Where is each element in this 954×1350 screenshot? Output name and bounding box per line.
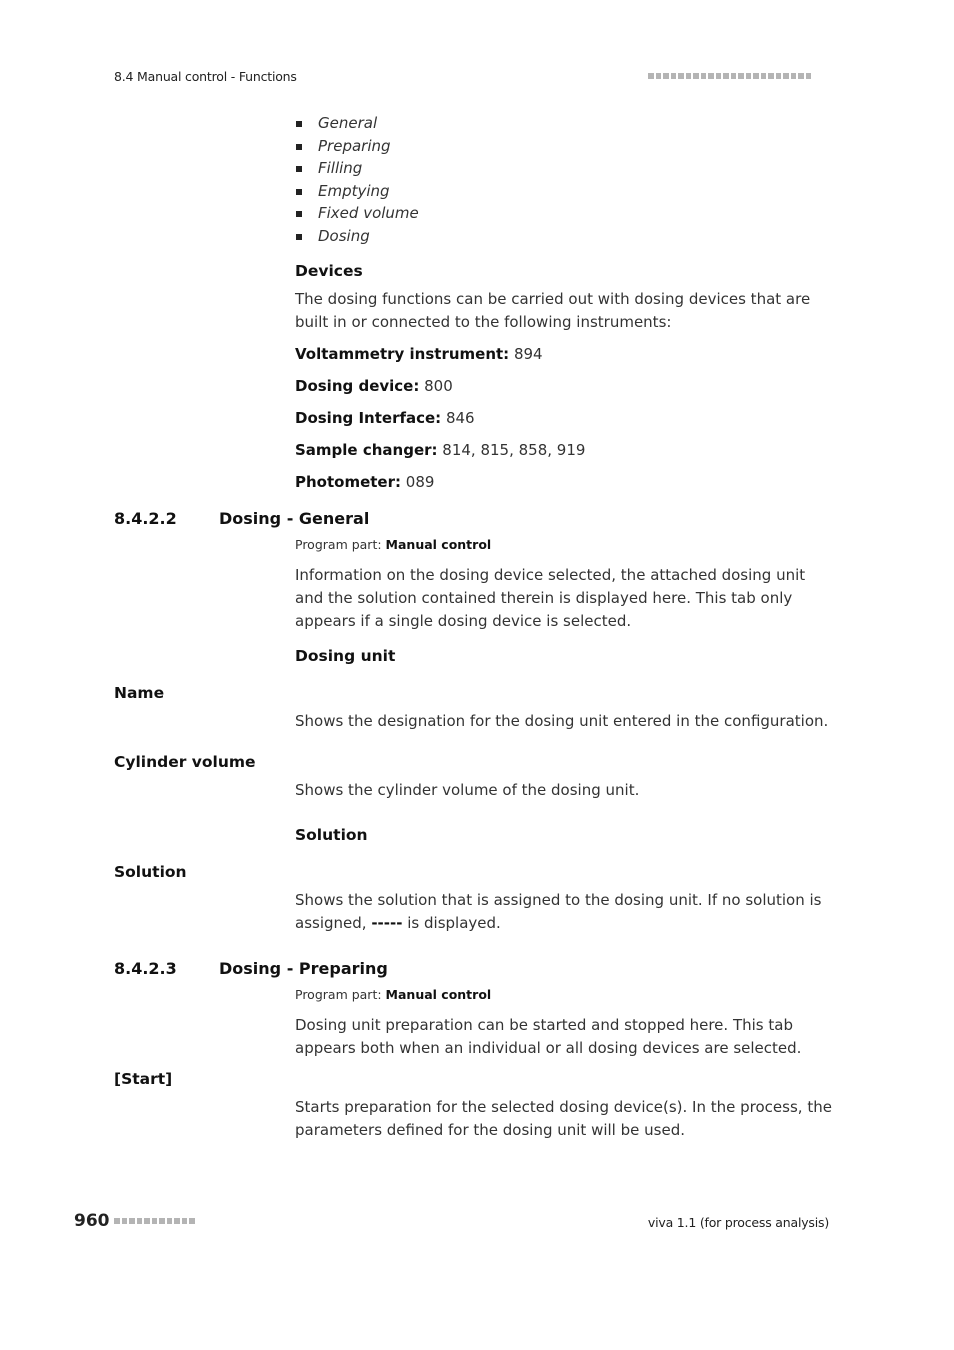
program-part [295, 987, 491, 1002]
section-number: 8.4.2.3 [114, 959, 177, 978]
solution-label: Solution [114, 863, 187, 881]
device-item [295, 439, 835, 462]
device-label: Sample changer: [295, 441, 438, 459]
list-item: Fixed volume [296, 202, 419, 225]
header-decoration [648, 73, 811, 79]
solution-description: Shows the solution that is assigned to the dosing unit. If no solution is assigned, ----- is displayed. [295, 891, 822, 932]
program-part-label: Program part: [295, 987, 382, 1002]
device-value: 800 [424, 377, 453, 395]
product-name: viva 1.1 (for process analysis) [647, 1215, 829, 1230]
device-label: Dosing Interface: [295, 409, 442, 427]
list-item: Filling [296, 157, 419, 180]
page-number: 960 [74, 1211, 110, 1231]
cylinder-volume-description: Shows the cylinder volume of the dosing unit. [295, 781, 640, 799]
device-label: Dosing device: [295, 377, 420, 395]
device-value: 846 [445, 409, 475, 427]
dosing-unit-heading: Dosing unit [295, 647, 396, 665]
device-label: Photometer: [295, 473, 401, 491]
devices-heading: Devices [295, 262, 363, 280]
section-number: 8.4.2.2 [114, 509, 177, 528]
device-value: 089 [405, 473, 435, 491]
device-value: 814, 815, 858, 919 [442, 441, 586, 459]
name-label: Name [114, 684, 165, 702]
name-description: Shows the designation for the dosing unit entered in the configuration. [295, 712, 829, 730]
device-item [295, 343, 835, 366]
start-description: Starts preparation for the selected dosing device(s). In the process, the parameters defined for the dosing unit will be used. [295, 1098, 832, 1139]
cylinder-volume-label: Cylinder volume [114, 753, 256, 771]
no-solution-placeholder: ----- [371, 914, 403, 932]
device-label: Voltammetry instrument: [295, 345, 510, 363]
list-item: Preparing [296, 135, 419, 158]
section-intro: Dosing unit preparation can be started and stopped here. This tab appears both when an individual or all dosing devices are selected. [295, 1016, 802, 1057]
device-value: 894 [513, 345, 543, 363]
program-part-label: Program part: [295, 537, 382, 552]
program-part-value: Manual control [385, 537, 492, 552]
devices-intro: The dosing functions can be carried out with dosing devices that are built in or connected to the following instruments: [295, 290, 811, 331]
section-title: Dosing - Preparing [219, 959, 388, 978]
section-title: Dosing - General [219, 509, 370, 528]
list-item: Emptying [296, 180, 419, 203]
solution-heading: Solution [295, 826, 368, 844]
program-part [295, 537, 491, 552]
program-part-value: Manual control [385, 987, 492, 1002]
section-intro: Information on the dosing device selected, the attached dosing unit and the solution contained therein is displayed here. This tab only appears if a single dosing device is selected. [295, 566, 806, 630]
list-item: Dosing [296, 225, 419, 248]
device-item [295, 407, 835, 430]
tab-list [296, 112, 419, 247]
running-header: 8.4 Manual control - Functions [114, 69, 297, 84]
list-item: General [296, 112, 419, 135]
footer-decoration [114, 1218, 195, 1224]
start-label: [Start] [114, 1070, 173, 1088]
device-item [295, 375, 835, 398]
device-item [295, 471, 835, 494]
